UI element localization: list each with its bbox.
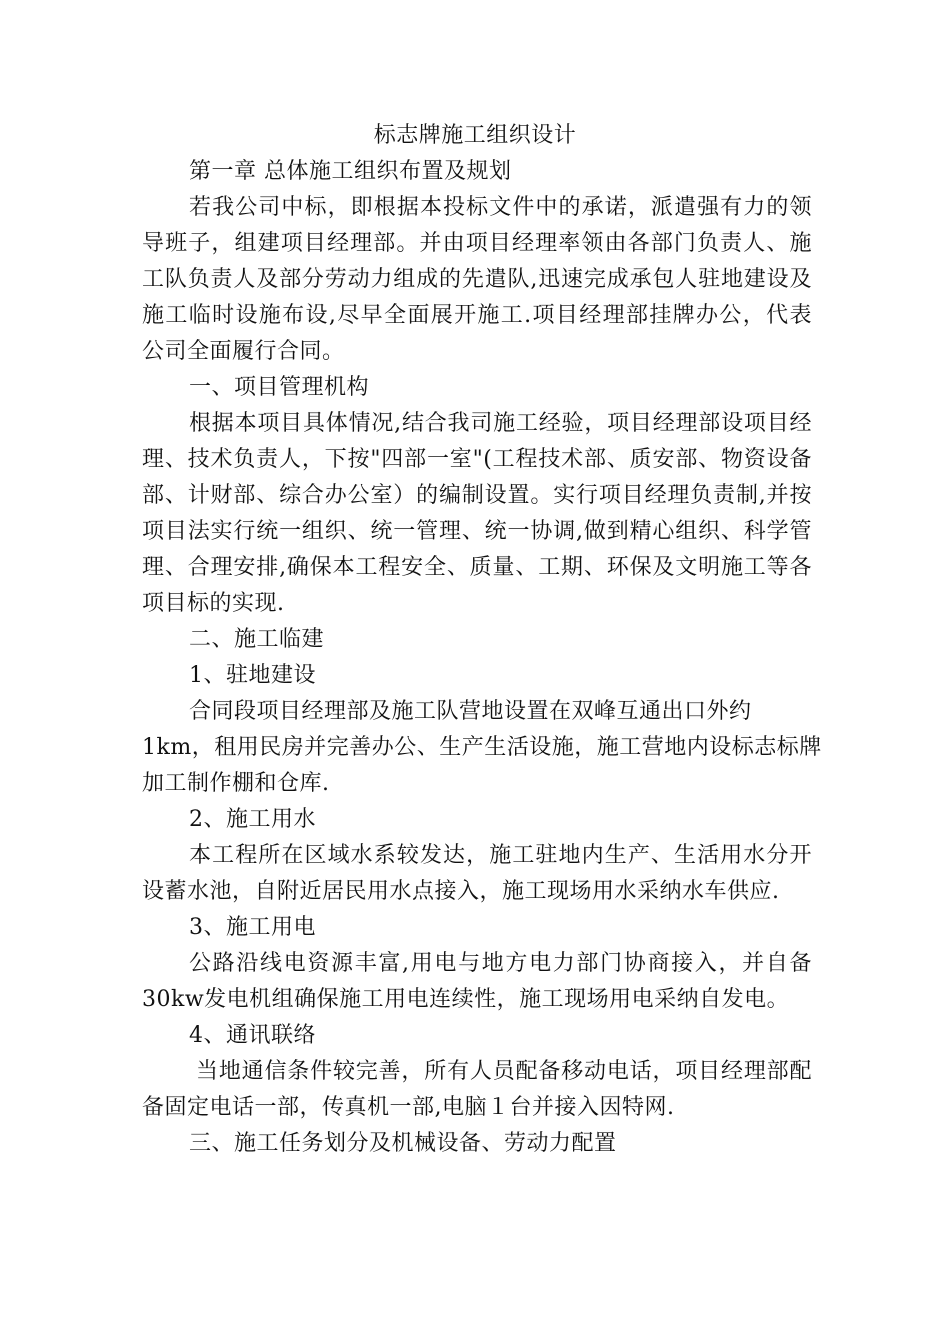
section-heading-temporary: 二、施工临建	[189, 627, 325, 652]
paragraph-line: 若我公司中标，即根据本投标文件中的承诺，派遣强有力的领	[189, 195, 812, 220]
paragraph-line: 根据本项目具体情况,结合我司施工经验，项目经理部设项目经	[189, 411, 812, 436]
paragraph-line: 施工临时设施布设,尽早全面展开施工.项目经理部挂牌办公，代表	[142, 303, 812, 328]
paragraph-line: 公司全面履行合同。	[142, 339, 345, 364]
paragraph-intro	[142, 190, 812, 370]
paragraph-camp	[142, 694, 822, 802]
paragraph-line: 加工制作棚和仓库.	[142, 771, 330, 796]
paragraph-power	[142, 946, 812, 1018]
paragraph-line: 公路沿线电资源丰富,用电与地方电力部门协商接入，并自备	[189, 951, 812, 976]
paragraph-line: 30kw发电机组确保施工用电连续性，施工现场用电采纳自发电。	[142, 987, 790, 1012]
paragraph-line: 备固定电话一部，传真机一部,电脑１台并接入因特网.	[142, 1095, 675, 1120]
paragraph-line: 部、计财部、综合办公室）的编制设置。实行项目经理负责制,并按	[142, 483, 812, 508]
paragraph-management	[142, 406, 812, 622]
paragraph-line: 工队负责人及部分劳动力组成的先遣队,迅速完成承包人驻地建设及	[142, 267, 812, 292]
paragraph-communication	[142, 1054, 812, 1126]
subsection-heading-communication: 4、通讯联络	[189, 1023, 316, 1048]
paragraph-line: 本工程所在区域水系较发达，施工驻地内生产、生活用水分开	[189, 843, 812, 868]
section-heading-management: 一、项目管理机构	[189, 375, 370, 400]
paragraph-line: 项目法实行统一组织、统一管理、统一协调,做到精心组织、科学管	[142, 519, 812, 544]
paragraph-line: 项目标的实现.	[142, 591, 285, 616]
paragraph-water	[142, 838, 812, 910]
subsection-heading-water: 2、施工用水	[189, 807, 316, 832]
document-body	[142, 154, 822, 1162]
paragraph-line: 当地通信条件较完善，所有人员配备移动电话，项目经理部配	[196, 1059, 812, 1084]
subsection-heading-power: 3、施工用电	[189, 915, 316, 940]
paragraph-line: 合同段项目经理部及施工队营地设置在双峰互通出口外约	[189, 699, 752, 724]
section-heading-tasks: 三、施工任务划分及机械设备、劳动力配置	[189, 1131, 617, 1156]
paragraph-line: 设蓄水池，自附近居民用水点接入，施工现场用水采纳水车供应.	[142, 879, 780, 904]
subsection-heading-camp: 1、驻地建设	[189, 663, 316, 688]
paragraph-line: 1km，租用民房并完善办公、生产生活设施，施工营地内设标志标牌	[142, 735, 822, 760]
document-title: 标志牌施工组织设计	[373, 123, 577, 148]
chapter-heading: 第一章 总体施工组织布置及规划	[189, 159, 512, 184]
paragraph-line: 导班子，组建项目经理部。并由项目经理率领由各部门负责人、施	[142, 231, 812, 256]
paragraph-line: 理、技术负责人，下按"四部一室"(工程技术部、质安部、物资设备	[142, 447, 812, 472]
paragraph-line: 理、合理安排,确保本工程安全、质量、工期、环保及文明施工等各	[142, 555, 812, 580]
